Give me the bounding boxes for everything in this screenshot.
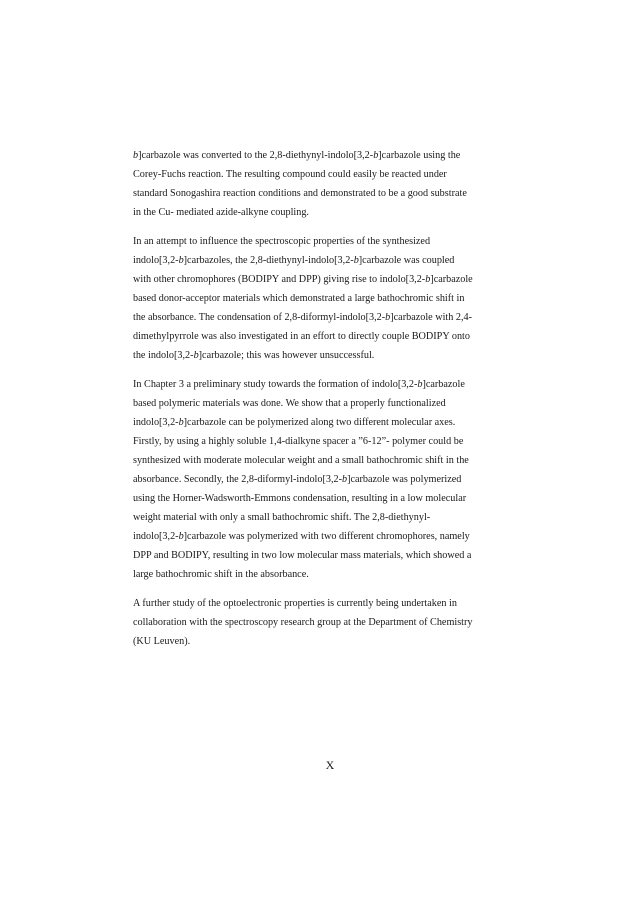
text-segment: ]carbazole can be polymerized along two different molecular axes. (183, 417, 456, 428)
text-segment: synthesized with moderate molecular weight and a small bathochromic shift in the (133, 455, 469, 466)
text-segment: Corey-Fuchs reaction. The resulting compound could easily be reacted under (133, 169, 447, 180)
text-segment: collaboration with the spectroscopy research group at the Department of Chemistry (133, 617, 473, 628)
text-line (133, 613, 505, 632)
text-segment: with other chromophores (BODIPY and DPP) giving rise to indolo[3,2- (133, 274, 426, 285)
paragraph (133, 594, 505, 651)
text-segment: ]carbazole (430, 274, 473, 285)
italic-text-segment: b (133, 150, 139, 161)
text-line (133, 451, 505, 470)
text-line (133, 346, 505, 365)
text-segment: In an attempt to influence the spectroscopic properties of the synthesized (133, 236, 431, 247)
text-line (133, 470, 505, 489)
text-line (133, 270, 505, 289)
text-line (133, 308, 505, 327)
text-segment: Firstly, by using a highly soluble 1,4-dialkyne spacer a ”6-12”- polymer could be (133, 436, 464, 447)
text-line (133, 203, 505, 222)
text-line (133, 489, 505, 508)
text-segment: ]carbazole was polymerized (347, 474, 462, 485)
italic-text-segment: b (178, 255, 184, 266)
italic-text-segment: b (193, 350, 199, 361)
text-line (133, 394, 505, 413)
text-line (133, 184, 505, 203)
text-segment: indolo[3,2- (133, 531, 179, 542)
text-line (133, 165, 505, 184)
italic-text-segment: b (373, 150, 379, 161)
paragraph (133, 232, 505, 365)
text-segment: A further study of the optoelectronic properties is currently being undertaken in (133, 598, 457, 609)
italic-text-segment: b (178, 417, 184, 428)
text-line (133, 565, 505, 584)
text-segment: In Chapter 3 a preliminary study towards the formation of indolo[3,2- (133, 379, 418, 390)
text-segment: the absorbance. The condensation of 2,8-diformyl-indolo[3,2- (133, 312, 386, 323)
text-segment: based polymeric materials was done. We show that a properly functionalized (133, 398, 446, 409)
text-segment: using the Horner-Wadsworth-Emmons condensation, resulting in a low molecular (133, 493, 467, 504)
text-segment: large bathochromic shift in the absorbance. (133, 569, 309, 580)
text-line (133, 251, 505, 270)
text-segment: ]carbazole was coupled (358, 255, 455, 266)
body-text (133, 146, 505, 661)
text-line (133, 508, 505, 527)
text-segment: ]carbazole was polymerized with two different chromophores, namely (183, 531, 470, 542)
paragraph (133, 146, 505, 222)
text-segment: weight material with only a small bathochromic shift. The 2,8-diethynyl- (133, 512, 431, 523)
text-segment: ]carbazole; this was however unsuccessful. (198, 350, 375, 361)
text-line (133, 413, 505, 432)
italic-text-segment: b (353, 255, 359, 266)
text-segment: indolo[3,2- (133, 417, 179, 428)
text-segment: ]carbazole using the (378, 150, 461, 161)
text-line (133, 632, 505, 651)
text-segment: dimethylpyrrole was also investigated in an effort to directly couple BODIPY onto (133, 331, 470, 342)
text-line (133, 232, 505, 251)
text-line (133, 432, 505, 451)
page-number-label: X (325, 758, 335, 772)
text-line (133, 289, 505, 308)
text-line (133, 327, 505, 346)
text-line (133, 546, 505, 565)
italic-text-segment: b (425, 274, 431, 285)
text-segment: ]carbazole with 2,4- (390, 312, 473, 323)
italic-text-segment: b (341, 474, 348, 485)
paragraph (133, 375, 505, 584)
text-segment: indolo[3,2- (133, 255, 179, 266)
text-segment: based donor-acceptor materials which demonstrated a large bathochromic shift in (133, 293, 465, 304)
text-segment: ]carbazoles, the 2,8-diethynyl-indolo[3,2- (183, 255, 354, 266)
text-segment: ]carbazole (422, 379, 465, 390)
text-segment: in the Cu- mediated azide-alkyne coupling. (133, 207, 309, 218)
text-line (133, 146, 505, 165)
text-segment: the indolo[3,2- (133, 350, 194, 361)
italic-text-segment: b (417, 379, 423, 390)
text-line (133, 375, 505, 394)
text-line (133, 594, 505, 613)
page-number (0, 758, 638, 773)
text-segment: absorbance. Secondly, the 2,8-diformyl-indolo[3,2- (133, 474, 342, 485)
text-line (133, 527, 505, 546)
text-segment: DPP and BODIPY, resulting in two low molecular mass materials, which showed a (133, 550, 472, 561)
text-segment: ]carbazole was converted to the 2,8-diethynyl-indolo[3,2- (138, 150, 374, 161)
italic-text-segment: b (178, 531, 184, 542)
text-segment: (KU Leuven). (133, 636, 191, 647)
italic-text-segment: b (385, 312, 391, 323)
text-segment: standard Sonogashira reaction conditions and demonstrated to be a good substrate (133, 188, 467, 199)
